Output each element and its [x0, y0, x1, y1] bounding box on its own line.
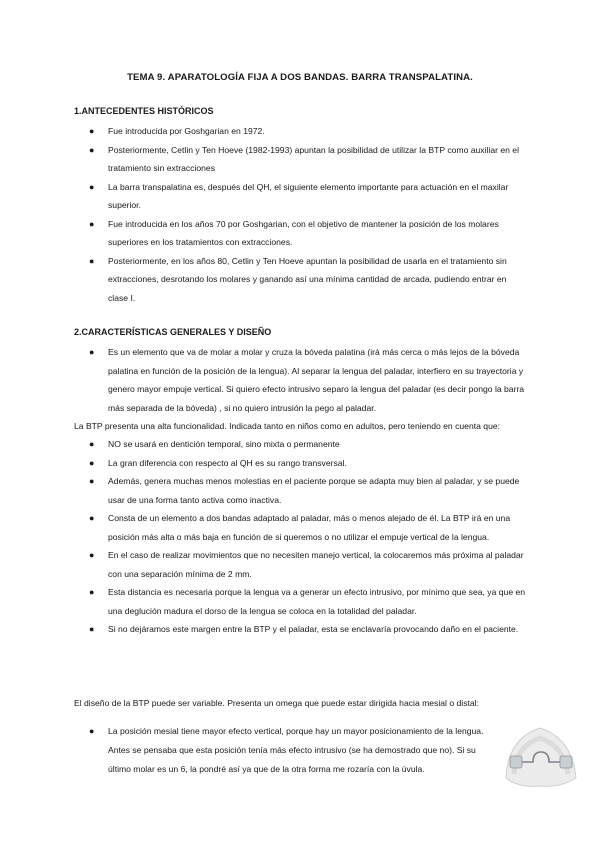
list-item-text: La gran diferencia con respecto al QH es su rango transversal.	[108, 457, 347, 468]
bullet-icon: ●	[89, 513, 95, 523]
transpalatal-bar-photo	[500, 718, 580, 790]
molar-band-right	[560, 756, 572, 768]
document-title: TEMA 9. APARATOLOGÍA FIJA A DOS BANDAS. BARRA TRANSPALATINA.	[127, 72, 473, 83]
list-item	[74, 509, 526, 546]
list-item-text: La posición mesial tiene mayor efecto vertical, porque hay un mayor posicionamiento de la lengua. Antes se pensaba que esta posición tenía más efecto intrusivo (se ha demostrado que no). Si su último molar es un 6, la pondré así ya que de la otra forma me rozaría con la úvula.	[108, 726, 484, 774]
bullet-icon: ●	[89, 144, 95, 155]
list-item	[74, 454, 526, 473]
section-heading-antecedentes: 1.ANTECEDENTES HISTÓRICOS	[74, 106, 214, 116]
list-item	[74, 722, 486, 779]
list-item	[74, 252, 526, 308]
list-item-text: NO se usará en dentición temporal, sino mixta o permanente	[108, 439, 340, 449]
list-item-text: Fue introducida en los años 70 por Goshgarian, con el objetivo de mantener la posición de los molares superiores en los tratamientos con extracciones.	[108, 218, 499, 247]
list-item	[74, 546, 526, 583]
antecedentes-list	[74, 122, 526, 307]
list-item-text: Esta distancia es necesaria porque la lengua va a generar un efecto intrusivo, por mínimo que sea, ya que en una deglución madura el dorso de la lengua se coloca en la totalidad del paladar.	[108, 587, 526, 616]
section-heading-caracteristicas: 2.CARACTERÍSTICAS GENERALES Y DISEÑO	[74, 327, 272, 337]
list-item	[74, 583, 526, 620]
bullet-icon: ●	[89, 476, 95, 486]
bullet-icon: ●	[89, 255, 95, 266]
functionality-list	[74, 435, 526, 639]
list-item-text: Fue introducida por Goshgarian en 1972.	[108, 126, 265, 136]
bullet-icon: ●	[89, 218, 95, 229]
molar-band-left	[510, 756, 522, 768]
list-item-text: La barra transpalatina es, después del QH, el siguiente elemento importante para actuación en el maxilar superior.	[108, 181, 509, 210]
list-item-text: Si no dejáramos este margen entre la BTP y el paladar, esta se enclavaría provocando daño en el paciente.	[108, 624, 519, 634]
bullet-icon: ●	[89, 457, 95, 468]
list-item	[74, 215, 526, 252]
bullet-icon: ●	[89, 624, 95, 634]
bullet-icon: ●	[89, 126, 95, 136]
design-intro: El diseño de la BTP puede ser variable. Presenta un omega que puede estar dirigida hacia mesial o distal:	[74, 698, 479, 708]
list-item	[74, 141, 526, 178]
bullet-icon: ●	[89, 347, 95, 357]
list-item-text: Además, genera muchas menos molestias en el paciente porque se adapta muy bien al paladar, y se puede usar de una forma tanto activa como inactiva.	[108, 476, 520, 505]
list-item	[74, 122, 526, 141]
list-item-text: Posteriormente, Cetlin y Ten Hoeve (1982-1993) apuntan la posibilidad de utilizar la BTP como auxiliar en el tratamiento sin extracciones	[108, 144, 519, 173]
bullet-icon: ●	[89, 550, 95, 560]
list-item	[74, 435, 526, 454]
bullet-icon: ●	[89, 726, 95, 736]
functionality-intro: La BTP presenta una alta funcionalidad. Indicada tanto en niños como en adultos, pero teniendo en cuenta que:	[74, 421, 501, 431]
list-item-text: En el caso de realizar movimientos que no necesiten manejo vertical, la colocaremos más próxima al paladar con una separación mínima de 2 mm.	[108, 550, 524, 579]
list-item	[74, 472, 526, 509]
list-item	[74, 620, 526, 639]
list-item-text: Es un elemento que va de molar a molar y cruza la bóveda palatina (irá más cerca o más lejos de la bóveda palatina en función de la posición de la lengua). Al separar la lengua del paladar, interfiero en su trayectoria y genero mayor empuje vertical. Si quiero efecto intrusivo separo la lengua del paladar (es decir pongo la barra más separada de la bóveda) , si no quiero intrusión la pego al paladar.	[108, 347, 525, 413]
caracteristicas-list	[74, 343, 526, 417]
design-list	[74, 722, 486, 779]
list-item	[74, 343, 526, 417]
list-item-text: Consta de un elemento a dos bandas adaptado al paladar, más o menos alejado de él. La BTP irá en una posición más alta o más baja en función de si queremos o no utilizar el empuje vertical de la lengua.	[108, 513, 511, 542]
bullet-icon: ●	[89, 181, 95, 192]
list-item	[74, 178, 526, 215]
bullet-icon: ●	[89, 587, 95, 597]
bullet-icon: ●	[89, 439, 95, 449]
list-item-text: Posteriormente, en los años 80, Cetlin y Ten Hoeve apuntan la posibilidad de usarla en el tratamiento sin extracciones, desrotando los molares y ganando así una mínima cantidad de arcada, pudiendo entrar en clase I.	[108, 255, 507, 303]
